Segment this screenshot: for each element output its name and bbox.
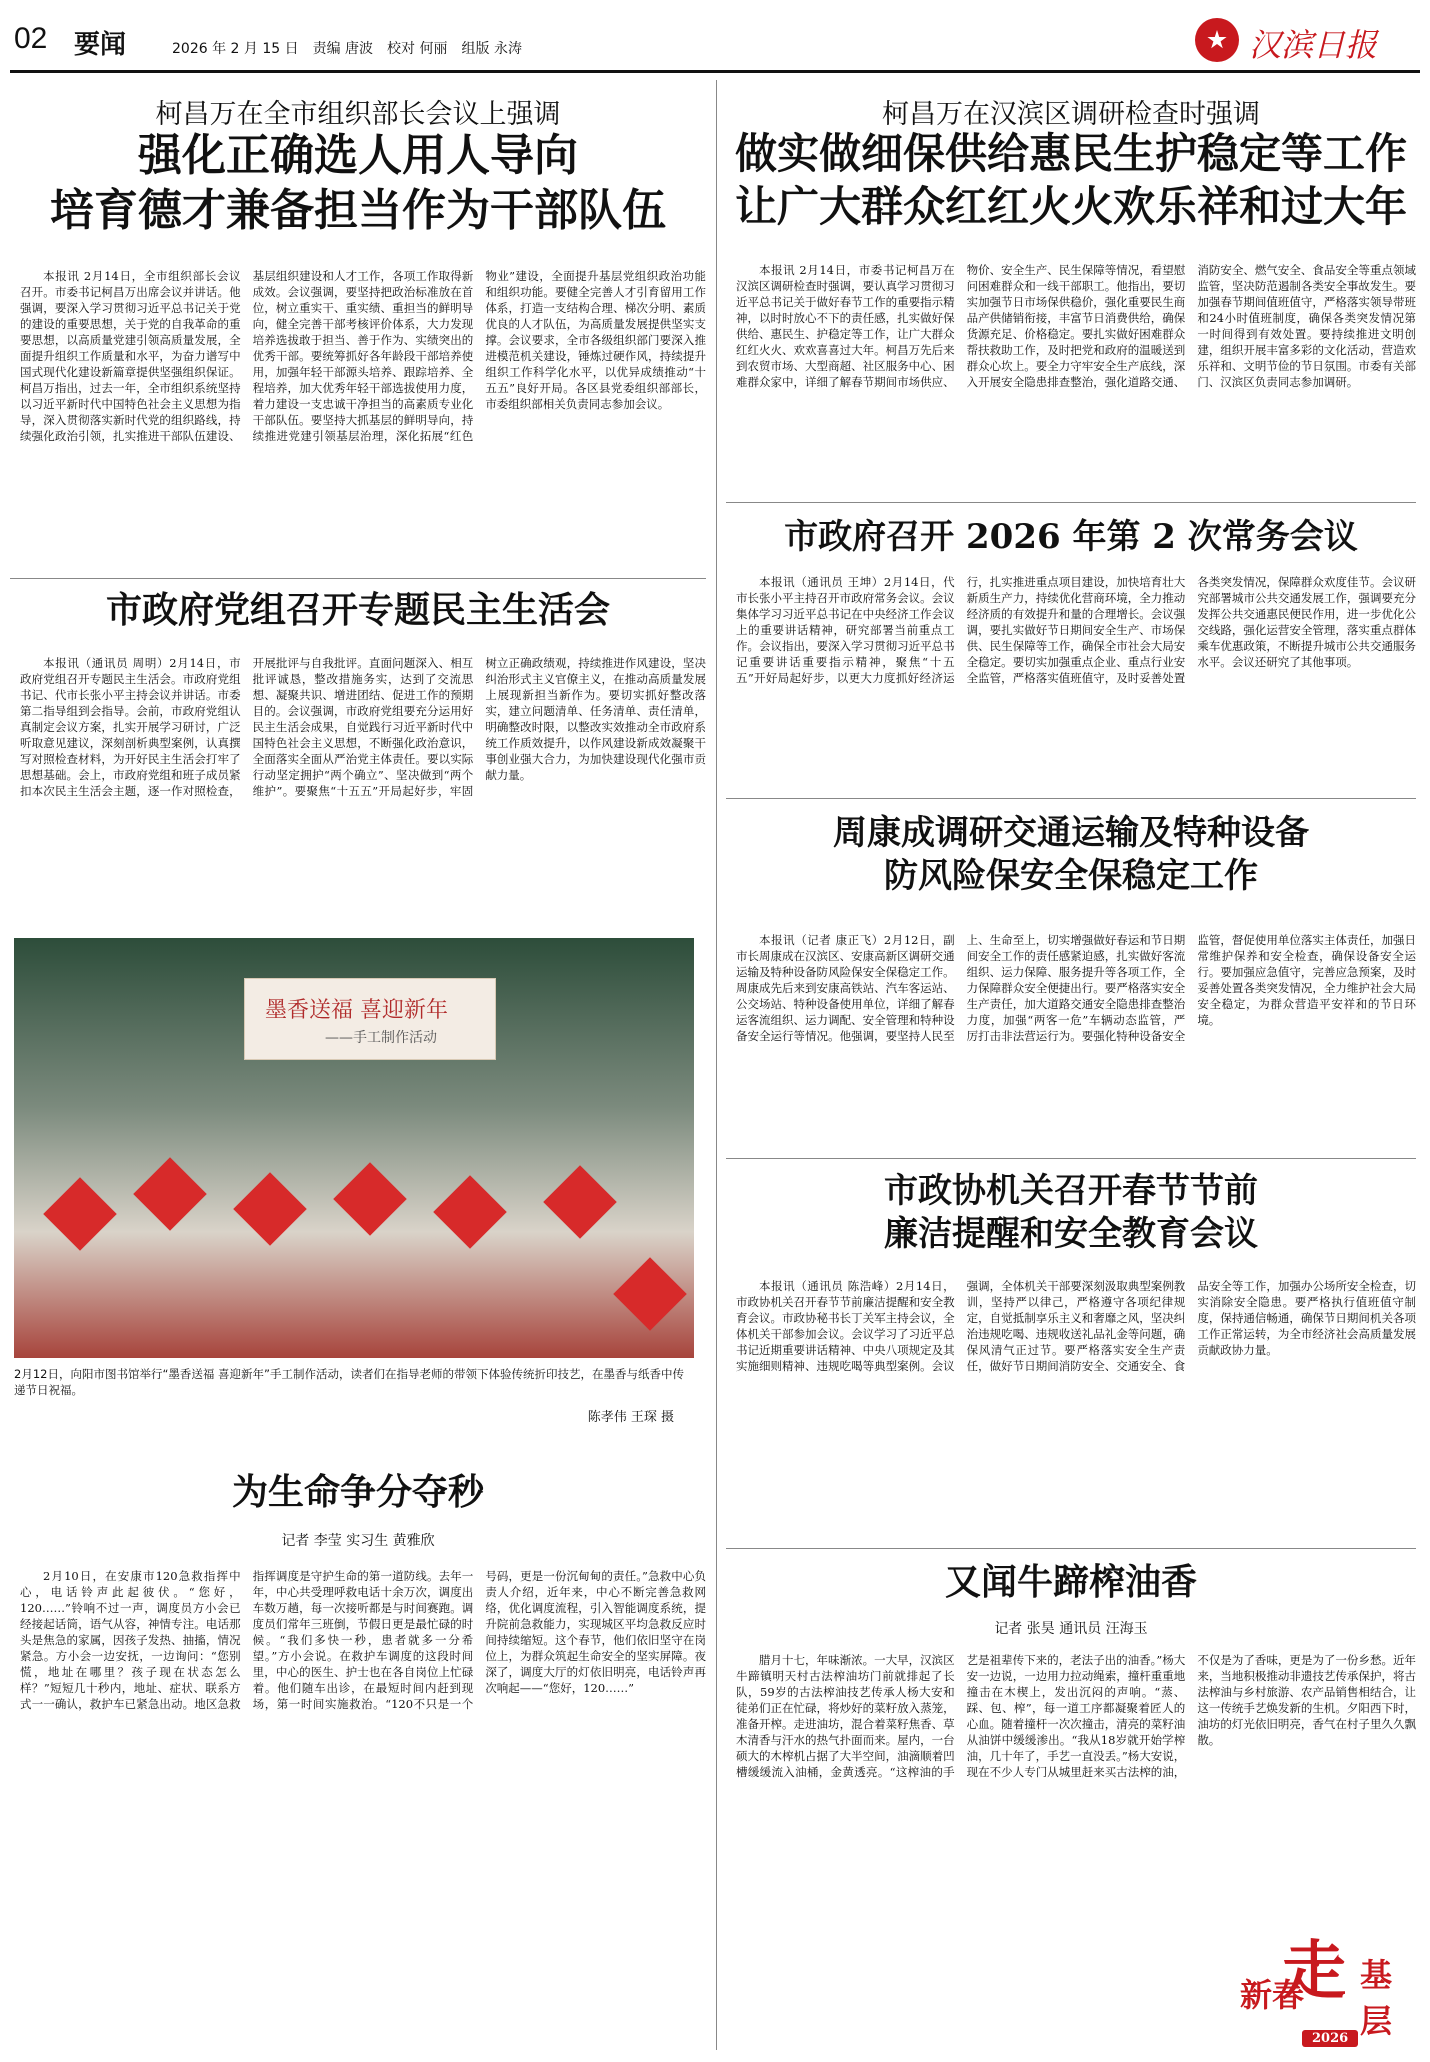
- article-headline: 做实做细保供给惠民生护稳定等工作 让广大群众红红火火欢乐祥和过大年: [734, 129, 1407, 231]
- article-kicker: 柯昌万在汉滨区调研检查时强调: [882, 99, 1260, 130]
- fu-paper: [543, 1165, 617, 1239]
- article-headline: 市政府召开 2026 年第 2 次常务会议: [784, 517, 1358, 557]
- newspaper-name: 汉滨日报: [1249, 26, 1378, 64]
- divider: [726, 1548, 1416, 1549]
- article-body: 本报讯（通讯员 陈浩峰）2月14日，市政协机关召开春节节前廉洁提醒和安全教育会议。市政协秘书长丁关军主持会议，全体机关干部参加会议。会议学习了习近平总书记近期重要讲话精神、中央八项规定及其实施细则精神、违规吃喝等典型案例。会议强调，全体机关干部要深刻汲取典型案例教训，坚持严以律己，严格遵守各项纪律规定，自觉抵制享乐主义和奢靡之风，坚决纠治违规吃喝、违规收送礼品礼金等问题，确保风清气正过节。要严格落实安全生产责任，做好节日期间消防安全、交通安全、食品安全等工作，加强办公场所安全检查，切实消除安全隐患。要严格执行值班值守制度，保持通信畅通，确保节日期间机关各项工作正常运转，为全市经济社会高质量发展贡献政协力量。: [736, 1279, 1416, 1373]
- article-headline: 又闻牛蹄榨油香: [944, 1561, 1197, 1603]
- star-emblem-icon: [1195, 18, 1239, 62]
- fu-paper: [433, 1175, 507, 1249]
- divider: [726, 798, 1416, 799]
- divider: [10, 578, 706, 579]
- photo-credit: 陈孝伟 王琛 摄: [587, 1410, 674, 1425]
- article-byline: 记者 李莹 实习生 黄雅欣: [281, 1533, 435, 1549]
- article-headline: 周康成调研交通运输及特种设备 防风险保安全保稳定工作: [833, 813, 1309, 896]
- article-byline: 记者 张昊 通讯员 汪海玉: [994, 1621, 1148, 1637]
- photo-caption: 2月12日，向阳市图书馆举行“墨香送福 喜迎新年”手工制作活动，读者们在指导老师的带领下体验传统折印技艺，在墨香与纸香中传递节日祝福。: [14, 1367, 685, 1397]
- edition-info: 2026 年 2 月 15 日 责编 唐波 校对 何丽 组版 永涛: [172, 41, 522, 57]
- divider: [726, 502, 1416, 503]
- article-body: 2月10日，在安康市120急救指挥中心，电话铃声此起彼伏。“您好，120……”铃响不过一声，调度员方小会已经接起话筒，语气从容，神情专注。电话那头是焦急的家属，因孩子发热、抽搐，情况紧急。方小会一边安抚，一边询问：“您别慌，地址在哪里？孩子现在状态怎么样？”短短几十秒内，地址、症状、联系方式一一确认，救护车已紧急出动。地区急救指挥调度是守护生命的第一道防线。去年一年，中心共受理呼救电话十余万次，调度出车数万趟，每一次接听都是与时间赛跑。调度员们常年三班倒，节假日更是最忙碌的时候。“我们多快一秒，患者就多一分希望。”方小会说。在救护车调度的这段时间里，中心的医生、护士也在各自岗位上忙碌着。他们随车出诊，在最短时间内赶到现场，第一时间实施救治。“120不只是一个号码，更是一份沉甸甸的责任。”急救中心负责人介绍，近年来，中心不断完善急救网络，优化调度流程，引入智能调度系统，提升院前急救能力，实现城区平均急救反应时间持续缩短。这个春节，他们依旧坚守在岗位上，为群众筑起生命安全的坚实屏障。夜深了，调度大厅的灯依旧明亮，电话铃声再次响起——“您好，120……”: [20, 1569, 706, 1711]
- fu-paper: [333, 1162, 407, 1236]
- activity-banner: 墨香送福 喜迎新年 ——手工制作活动: [244, 978, 496, 1060]
- column-divider: [716, 80, 717, 2050]
- section-name: 要闻: [74, 30, 127, 60]
- article-body: 本报讯（通讯员 周明）2月14日，市政府党组召开专题民主生活会。市政府党组书记、代市长张小平主持会议并讲话。市委第二指导组到会指导。会前，市政府党组认真制定会议方案，扎实开展学习研讨，广泛听取意见建议，深刻剖析典型案例，认真撰写对照检查材料，为开好民主生活会打牢了思想基础。会上，市政府党组和班子成员紧扣本次民主生活会主题，逐一作对照检查，开展批评与自我批评。直面问题深入、相互批评诚恳，整改措施务实，达到了交流思想、凝聚共识、增进团结、促进工作的预期目的。会议强调，市政府党组要充分运用好民主生活会成果，自觉践行习近平新时代中国特色社会主义思想，不断强化政治意识，全面落实全面从严治党主体责任。要以实际行动坚定拥护“两个确立”、坚决做到“两个维护”。要聚焦“十五五”开局起好步，牢固树立正确政绩观，持续推进作风建设，坚决纠治形式主义官僚主义，在推动高质量发展上展现新担当新作为。要切实抓好整改落实，建立问题清单、任务清单、责任清单，明确整改时限，以整改实效推动全市政府系统工作质效提升，以作风建设新成效凝聚干事创业强大合力，为加快建设现代化强市贡献力量。: [20, 656, 706, 798]
- article-body: 本报讯 2月14日，市委书记柯昌万在汉滨区调研检查时强调，要认真学习贯彻习近平总书记关于做好春节工作的重要指示精神，以时时放心不下的责任感，扎实做好保供给、惠民生、护稳定等工作，让广大群众红红火火、欢欢喜喜过大年。柯昌万先后来到农贸市场、大型商超、社区服务中心、困难群众家中，详细了解春节期间市场供应、物价、安全生产、民生保障等情况，看望慰问困难群众和一线干部职工。他指出，要切实加强节日市场保供稳价，强化重要民生商品产供储销衔接，丰富节日消费供给，确保货源充足、价格稳定。要扎实做好困难群众帮扶救助工作，及时把党和政府的温暖送到群众心坎上。要全力守牢安全生产底线，深入开展安全隐患排查整治，强化道路交通、消防安全、燃气安全、食品安全等重点领域监管，坚决防范遏制各类安全事故发生。要加强春节期间值班值守，严格落实领导带班和24小时值班制度，确保各类突发情况第一时间得到有效处置。要持续推进文明创建，组织开展丰富多彩的文化活动，营造欢乐祥和、文明节俭的节日氛围。市委有关部门、汉滨区负责同志参加调研。: [736, 263, 1416, 389]
- article-headline: 强化正确选人用人导向 培育德才兼备担当作为干部队伍: [50, 130, 666, 236]
- fu-paper: [133, 1157, 207, 1231]
- article-body: 本报讯 2月14日，全市组织部长会议召开。市委书记柯昌万出席会议并讲话。他强调，要深入学习贯彻习近平总书记关于党的建设的重要思想，关于党的自我革命的重要思想，以高质量党建引领高质量发展，全面提升组织工作质量和水平，为奋力谱写中国式现代化建设新篇章提供坚强组织保证。柯昌万指出，过去一年，全市组织系统坚持以习近平新时代中国特色社会主义思想为指导，深入贯彻落实新时代党的组织路线，持续强化政治引领，扎实推进干部队伍建设、基层组织建设和人才工作，各项工作取得新成效。会议强调，要坚持把政治标准放在首位，树立重实干、重实绩、重担当的鲜明导向，健全完善干部考核评价体系，大力发现培养选拔敢于担当、善于作为、实绩突出的优秀干部。要统筹抓好各年龄段干部培养使用，加强年轻干部源头培养、跟踪培养、全程培养，加大优秀年轻干部选拔使用力度，着力建设一支忠诚干净担当的高素质专业化干部队伍。要坚持大抓基层的鲜明导向，持续推进党建引领基层治理，深化拓展“红色物业”建设，全面提升基层党组织政治功能和组织功能。要健全完善人才引育留用工作体系，打造一支结构合理、梯次分明、素质优良的人才队伍，为高质量发展提供坚实支撑。会议要求，全市各级组织部门要深入推进模范机关建设，锤炼过硬作风，持续提升组织工作科学化水平，以优异成绩推动“十五五”良好开局。各区县党委组织部部长，市委组织部相关负责同志参加会议。: [20, 269, 706, 443]
- article-body: 本报讯（记者 康正飞）2月12日，副市长周康成在汉滨区、安康高新区调研交通运输及特种设备防风险保安全保稳定工作。周康成先后来到安康高铁站、汽车客运站、公交场站、特种设备使用单位，详细了解春运客流组织、运力调配、安全管理和特种设备安全运行等情况。他强调，要坚持人民至上、生命至上，切实增强做好春运和节日期间安全工作的责任感紧迫感，扎实做好客流组织、运力保障、服务提升等各项工作，全力保障群众安全便捷出行。要严格落实安全生产责任，加大道路交通安全隐患排查整治力度，加强“两客一危”车辆动态监管，严厉打击非法营运行为。要强化特种设备安全监管，督促使用单位落实主体责任，加强日常维护保养和安全检查，确保设备安全运行。要加强应急值守，完善应急预案，及时妥善处置各类突发情况，全力维护社会大局安全稳定，为群众营造平安祥和的节日环境。: [736, 933, 1416, 1043]
- article-headline: 市政府党组召开专题民主生活会: [105, 589, 610, 631]
- fu-paper: [613, 1257, 687, 1331]
- column-badge: 新春 走 基层 2026: [1240, 1920, 1410, 2055]
- fu-paper: [43, 1177, 117, 1251]
- article-body: 腊月十七，年味渐浓。一大早，汉滨区牛蹄镇明天村古法榨油坊门前就排起了长队，59岁的古法榨油技艺传承人杨大安和徒弟们正在忙碌，将炒好的菜籽放入蒸笼，准备开榨。走进油坊，混合着菜籽焦香、草木清香与汗水的热气扑面而来。屋内，一台硕大的木榨机占据了大半空间，油滴顺着凹槽缓缓流入油桶，金黄透亮。“这榨油的手艺是祖辈传下来的，老法子出的油香。”杨大安一边说，一边用力拉动绳索，撞杆重重地撞击在木楔上，发出沉闷的声响。“蒸、踩、包、榨”，每一道工序都凝聚着匠人的心血。随着撞杆一次次撞击，清亮的菜籽油从油饼中缓缓渗出。“我从18岁就开始学榨油，几十年了，手艺一直没丢。”杨大安说，现在不少人专门从城里赶来买古法榨的油，不仅是为了香味，更是为了一份乡愁。近年来，当地积极推动非遗技艺传承保护，将古法榨油与乡村旅游、农产品销售相结合，让这一传统手艺焕发新的生机。夕阳西下时，油坊的灯光依旧明亮，香气在村子里久久飘散。: [736, 1653, 1416, 1779]
- header-rule: [10, 70, 1420, 73]
- article-headline: 市政协机关召开春节节前 廉洁提醒和安全教育会议: [884, 1171, 1258, 1254]
- article-body: 本报讯（通讯员 王坤）2月14日，代市长张小平主持召开市政府常务会议。会议集体学习习近平总书记在中央经济工作会议上的重要讲话精神，研究部署当前重点工作。会议指出，要深入学习贯彻习近平总书记重要讲话重要指示精神，聚焦“十五五”开好局起好步，以更大力度抓好经济运行，扎实推进重点项目建设，加快培育壮大新质生产力，持续优化营商环境，全力推动经济质的有效提升和量的合理增长。会议强调，要扎实做好节日期间安全生产、市场保供、民生保障等工作，确保全市社会大局安全稳定。要切实加强重点企业、重点行业安全监管，严格落实值班值守，及时妥善处置各类突发情况，保障群众欢度佳节。会议研究部署城市公共交通发展工作，强调要充分发挥公共交通惠民便民作用，进一步优化公交线路，强化运营安全管理，落实重点群体乘车优惠政策，不断提升城市公共交通服务水平。会议还研究了其他事项。: [736, 575, 1416, 685]
- newspaper-logo: [1195, 18, 1410, 64]
- news-photo: [14, 938, 694, 1358]
- page-number: 02: [14, 22, 48, 55]
- article-kicker: 柯昌万在全市组织部长会议上强调: [155, 99, 561, 130]
- divider: [726, 1158, 1416, 1159]
- page-header: [0, 0, 1430, 70]
- fu-paper: [233, 1172, 307, 1246]
- article-headline: 为生命争分夺秒: [231, 1471, 484, 1513]
